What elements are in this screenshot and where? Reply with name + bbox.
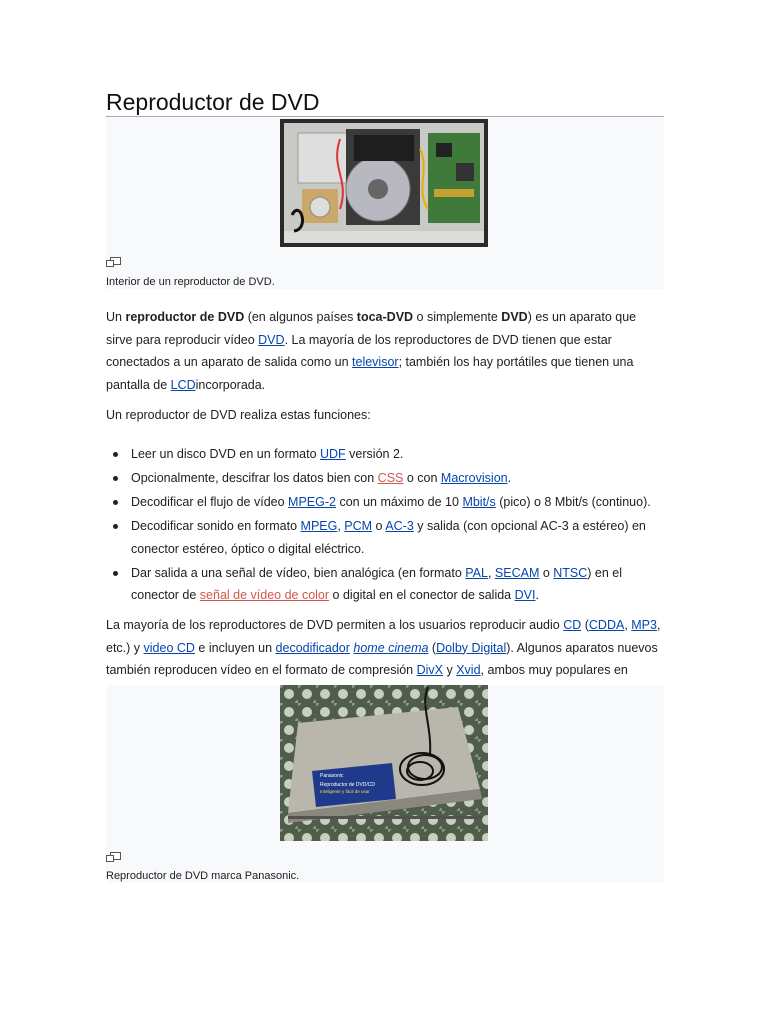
link-macrovision[interactable]: Macrovision — [440, 471, 508, 485]
link-dolby-digital[interactable]: Dolby Digital — [436, 640, 507, 655]
dvd-panasonic-illustration — [280, 685, 488, 841]
functions-list — [106, 443, 664, 608]
link-video-cd[interactable]: video CD — [143, 640, 195, 655]
magnify-clip-icon[interactable] — [106, 850, 122, 861]
link-mp3[interactable]: MP3 — [631, 618, 657, 632]
link-mbits[interactable]: Mbit/s — [462, 495, 496, 509]
audio-paragraph: La mayoría de los reproductores de DVD permiten a los usuarios reproducir audio CD (CDDA, MP3, etc.) y video CD e incluyen un decodificador home cinema (Dolby Digital). Algunos aparatos nuevos también reproducen vídeo en el formato de compresión DivX y Xvid, ambos muy populares en — [106, 618, 661, 677]
figure-dvd-panasonic — [106, 685, 664, 883]
link-css[interactable]: CSS — [377, 471, 404, 485]
figure-dvd-interior — [106, 117, 664, 289]
svg-text:Panasonic: Panasonic — [320, 773, 344, 779]
magnify-clip-icon[interactable] — [106, 255, 122, 266]
list-item: Decodificar sonido en formato MPEG, PCM o AC-3 y salida (con opcional AC-3 a estéreo) en conector estéreo, óptico o digital eléctrico. — [106, 515, 664, 560]
link-divx[interactable]: DivX — [416, 663, 444, 677]
link-ac3[interactable]: AC-3 — [385, 519, 414, 533]
link-udf[interactable]: UDF — [320, 447, 346, 461]
figure-caption: Reproductor de DVD marca Panasonic. — [106, 870, 300, 882]
link-decodificador[interactable]: decodificador — [275, 640, 350, 655]
intro-paragraph: Un reproductor de DVD (en algunos países toca-DVD o simplemente DVD) es un aparato que sirve para reproducir vídeo DVD. La mayoría de los reproductores de DVD tienen que estar conectados a un aparato de salida como un televisor; también los hay portátiles que tienen una pantalla de LCDincorporada. — [106, 310, 637, 392]
link-lcd[interactable]: LCD — [170, 377, 196, 392]
link-xvid[interactable]: Xvid — [456, 663, 481, 677]
link-cd[interactable]: CD — [563, 618, 582, 632]
link-mpeg[interactable]: MPEG — [300, 519, 338, 533]
link-ntsc[interactable]: NTSC — [553, 565, 588, 580]
page-title: Reproductor de DVD — [106, 88, 664, 117]
link-home-cinema[interactable]: home cinema — [353, 640, 429, 655]
link-senal-video-color[interactable]: señal de vídeo de color — [199, 588, 330, 602]
list-item: Decodificar el flujo de vídeo MPEG-2 con un máximo de 10 Mbit/s (pico) o 8 Mbit/s (continuo). — [106, 491, 664, 514]
link-televisor[interactable]: televisor — [352, 355, 399, 369]
link-dvd[interactable]: DVD — [258, 332, 285, 347]
link-pcm[interactable]: PCM — [344, 519, 373, 533]
functions-intro: Un reproductor de DVD realiza estas funciones: — [106, 408, 371, 422]
svg-text:Reproductor de DVD/CD: Reproductor de DVD/CD — [320, 782, 376, 788]
figure-caption: Interior de un reproductor de DVD. — [106, 276, 275, 288]
link-dvi[interactable]: DVI — [514, 588, 536, 602]
list-item: Dar salida a una señal de vídeo, bien analógica (en formato PAL, SECAM o NTSC) en el conector de señal de vídeo de color o digital en el conector de salida DVI. — [106, 562, 664, 607]
list-item: Opcionalmente, descifrar los datos bien con CSS o con Macrovision. — [106, 467, 664, 490]
link-pal[interactable]: PAL — [465, 565, 488, 580]
link-cdda[interactable]: CDDA — [588, 618, 625, 632]
dvd-interior-image[interactable] — [280, 119, 488, 247]
link-mpeg-2[interactable]: MPEG-2 — [288, 495, 336, 509]
svg-text:Inteligente y fácil de usar: Inteligente y fácil de usar — [320, 789, 370, 794]
dvd-interior-illustration — [280, 119, 488, 247]
dvd-panasonic-image[interactable] — [280, 685, 488, 841]
list-item: Leer un disco DVD en un formato UDF versión 2. — [106, 443, 664, 466]
link-secam[interactable]: SECAM — [494, 565, 540, 580]
